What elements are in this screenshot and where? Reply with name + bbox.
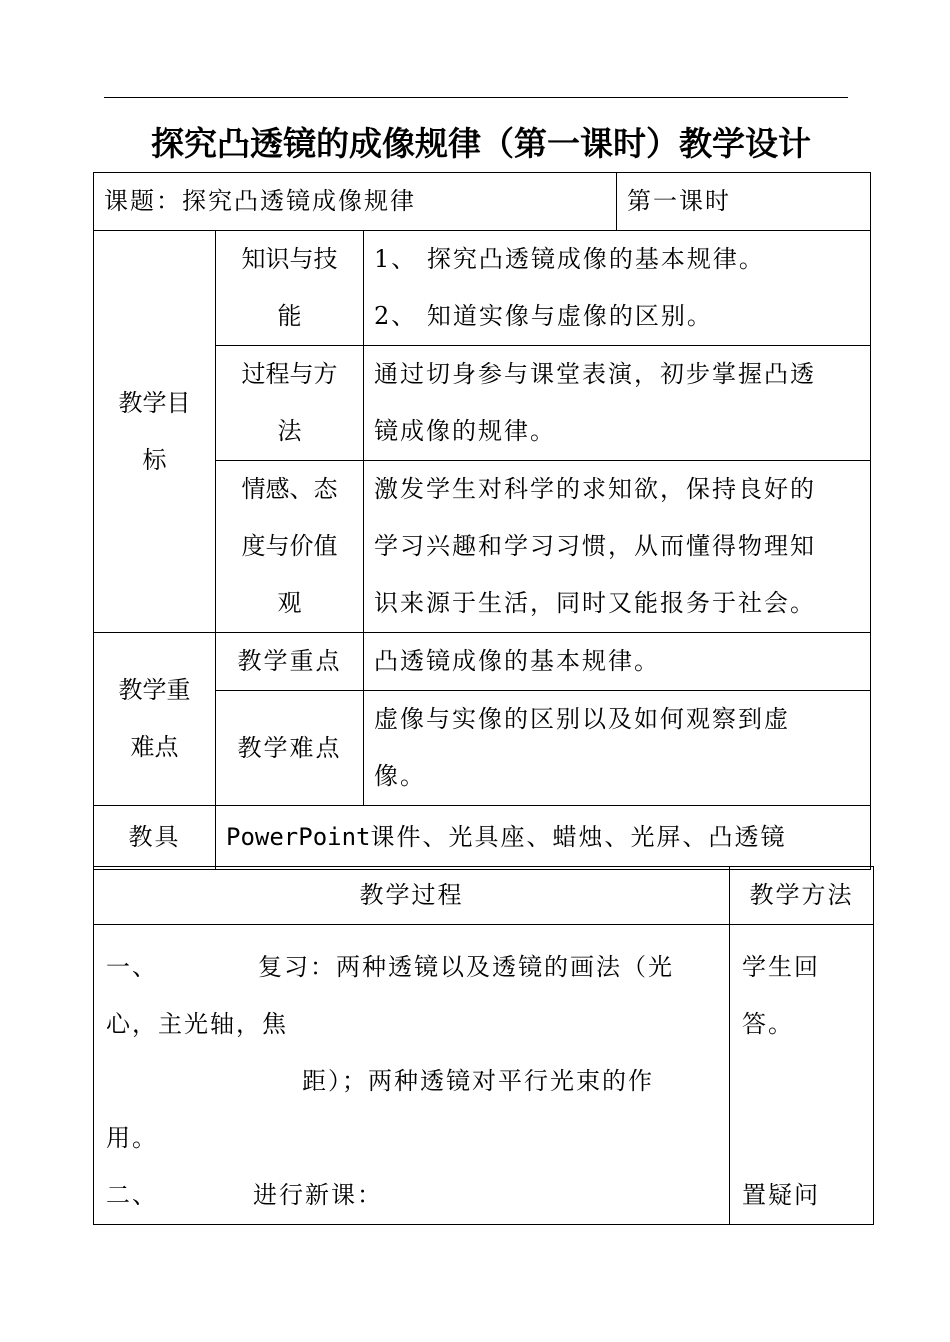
- objective-sub-label: [216, 461, 364, 633]
- item-text: 复习：两种透镜以及透镜的画法（光: [258, 953, 674, 981]
- key-points-label-line: 难点: [130, 733, 179, 761]
- item-number: 一、: [106, 953, 158, 981]
- content-line: 激发学生对科学的求知欲，保持良好的: [374, 475, 816, 503]
- content-line: 1、 探究凸透镜成像的基本规律。: [374, 245, 765, 273]
- objective-content: [364, 461, 871, 633]
- process-line: [106, 1053, 717, 1110]
- objectives-label-cell: [94, 231, 216, 633]
- lesson-plan-table: [93, 172, 871, 870]
- key-points-label-cell: [94, 633, 216, 806]
- process-line: [106, 1167, 717, 1224]
- sub-label-line: 度与价值: [241, 532, 338, 560]
- objective-sub-label: [216, 346, 364, 461]
- process-line: 心，主光轴，焦: [106, 1010, 288, 1038]
- item-text: 进行新课：: [253, 1181, 383, 1209]
- content-line: 学习兴趣和学习习惯，从而懂得物理知: [374, 532, 816, 560]
- tools-row: [94, 806, 871, 870]
- objective-content: [364, 231, 871, 346]
- method-content: [730, 925, 874, 1225]
- method-line: 置疑问: [742, 1181, 820, 1209]
- topic-text: 课题：探究凸透镜成像规律: [104, 187, 416, 215]
- tools-software: PowerPoint: [226, 823, 371, 851]
- sub-label-line: 能: [277, 302, 302, 330]
- difficulty-content: [364, 691, 871, 806]
- top-rule: [104, 97, 848, 98]
- key-point-row: [94, 633, 871, 691]
- item-number: 二、: [106, 1181, 158, 1209]
- objectives-label-line: 标: [142, 445, 167, 474]
- tools-label: 教具: [94, 806, 216, 870]
- process-content: [94, 925, 730, 1225]
- content-line: 虚像与实像的区别以及如何观察到虚: [374, 705, 790, 733]
- process-table: [93, 866, 874, 1225]
- focus-content: 凸透镜成像的基本规律。: [364, 633, 871, 691]
- tools-content: [216, 806, 871, 870]
- tools-list: 课件、光具座、蜡烛、光屏、凸透镜: [370, 823, 787, 851]
- process-header: 教学过程: [94, 867, 730, 925]
- content-line: 镜成像的规律。: [374, 417, 556, 445]
- process-line: [106, 939, 717, 996]
- process-body-row: [94, 925, 874, 1225]
- difficulty-label: 教学难点: [216, 691, 364, 806]
- content-line: 2、 知道实像与虚像的区别。: [374, 302, 713, 330]
- header-row: [94, 173, 871, 231]
- objective-sub-label: [216, 231, 364, 346]
- sub-label-line: 观: [277, 589, 302, 617]
- sub-label-line: 过程与方: [241, 360, 338, 388]
- method-line: [742, 1053, 861, 1110]
- method-line: [742, 1110, 861, 1167]
- period-cell: [617, 173, 871, 231]
- document-title: 探究凸透镜的成像规律（第一课时）教学设计: [151, 124, 811, 163]
- sub-label-line: 知识与技: [241, 245, 338, 273]
- sub-label-line: 情感、态: [241, 475, 338, 503]
- objective-content: [364, 346, 871, 461]
- topic-cell: [94, 173, 617, 231]
- content-line: 通过切身参与课堂表演，初步掌握凸透: [374, 360, 816, 388]
- key-points-label-line: 教学重: [118, 676, 191, 704]
- process-line: 用。: [106, 1124, 158, 1152]
- method-header: 教学方法: [730, 867, 874, 925]
- period-text: 第一课时: [627, 187, 731, 215]
- sub-label-line: 法: [277, 417, 302, 445]
- method-line: 学生回: [742, 953, 820, 981]
- process-header-row: [94, 867, 874, 925]
- objectives-label-line: 教学目: [118, 388, 191, 417]
- method-line: 答。: [742, 1010, 794, 1038]
- objective-row-knowledge: [94, 231, 871, 346]
- focus-label: 教学重点: [216, 633, 364, 691]
- content-line: 像。: [374, 762, 426, 790]
- item-text: 距）；两种透镜对平行光束的作: [302, 1067, 654, 1095]
- content-line: 识来源于生活，同时又能报务于社会。: [374, 589, 816, 617]
